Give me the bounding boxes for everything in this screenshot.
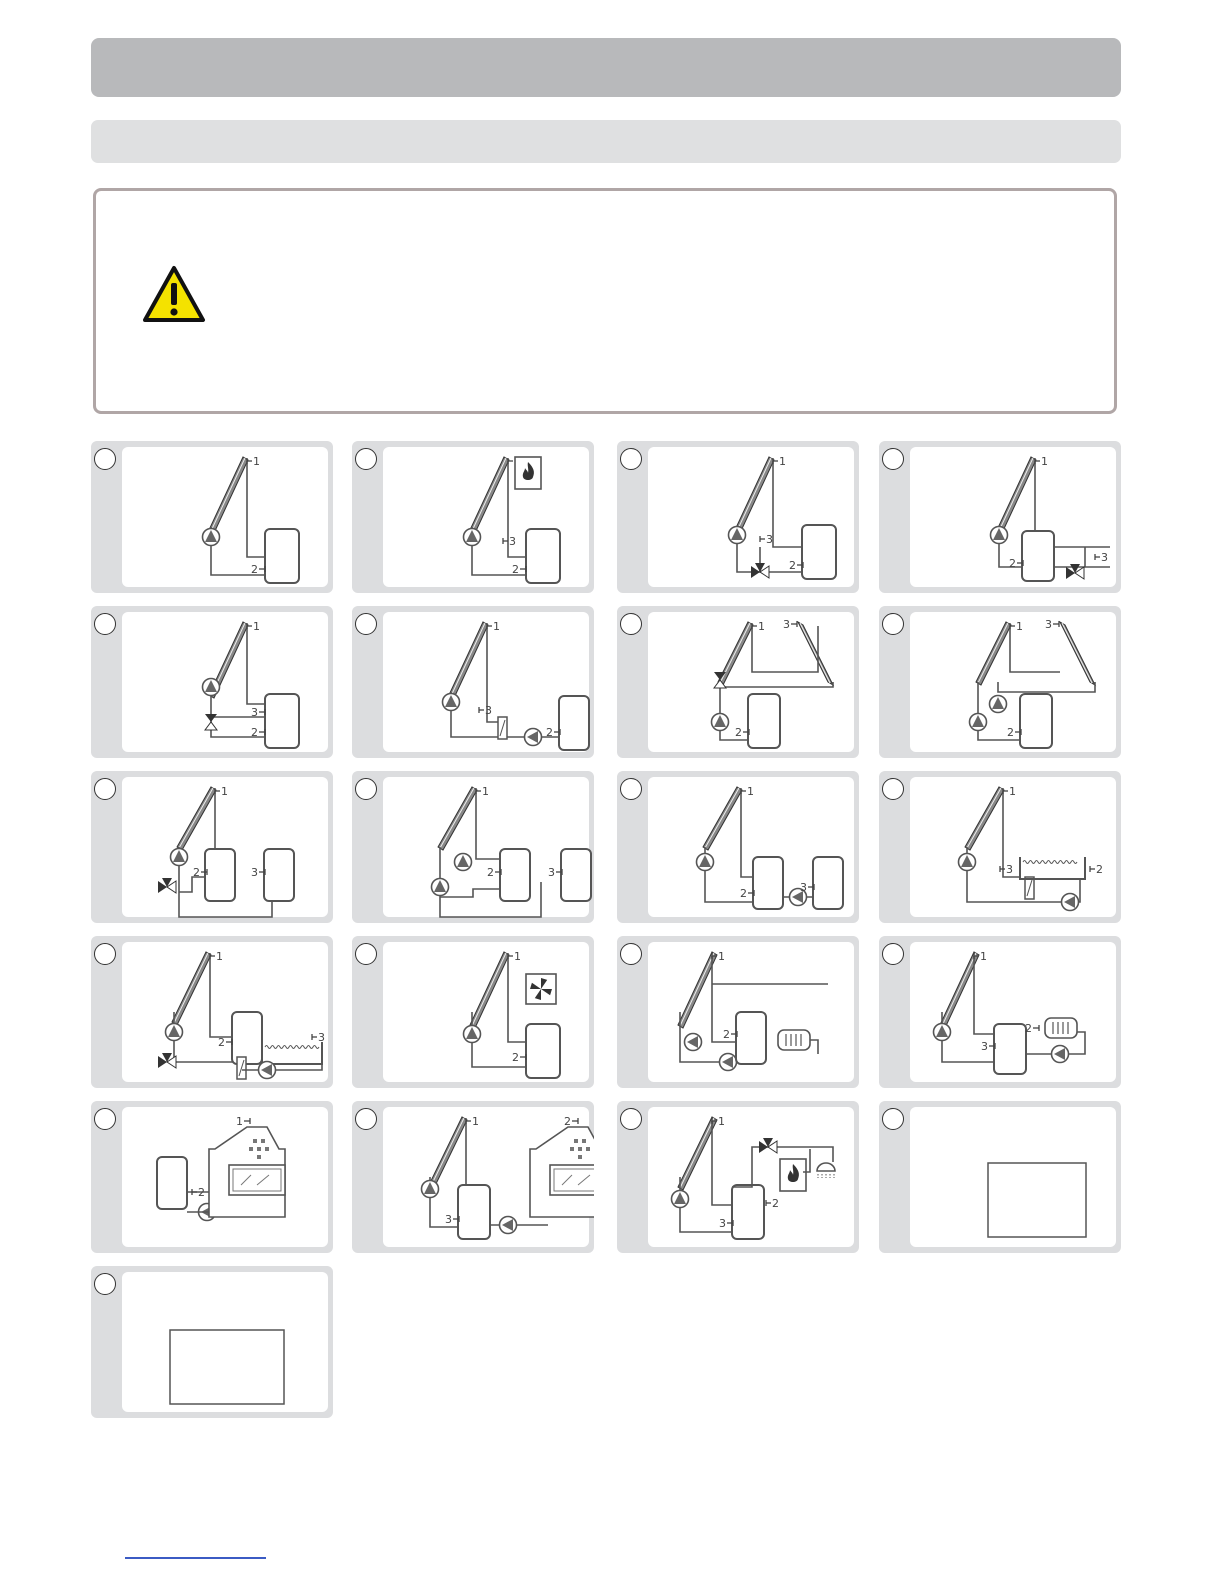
svg-text:2: 2 — [1096, 863, 1103, 876]
svg-text:3: 3 — [251, 866, 258, 879]
fireplace-icon — [209, 1127, 285, 1217]
solar-collector-icon — [470, 952, 509, 1028]
heat-exchanger-icon — [1025, 877, 1034, 899]
svg-text:1: 1 — [253, 455, 260, 468]
storage-tank-icon — [232, 1012, 262, 1064]
scheme-card[interactable] — [91, 606, 333, 758]
solar-collector-icon — [438, 787, 477, 850]
sensor-label — [1009, 557, 1023, 570]
pump-icon — [959, 854, 976, 871]
svg-text:2: 2 — [218, 1036, 225, 1049]
storage-tank-icon — [526, 1024, 560, 1078]
sensor-label — [741, 785, 754, 798]
subheader-bar — [91, 120, 1121, 163]
svg-text:3: 3 — [509, 535, 516, 548]
svg-text:3: 3 — [981, 1040, 988, 1053]
sensor-label — [1095, 551, 1108, 564]
sensor-label — [210, 950, 223, 963]
warning-triangle-icon — [142, 265, 206, 323]
empty-scheme-frame — [170, 1330, 284, 1404]
scheme-diagram — [91, 936, 333, 1088]
scheme-diagram — [352, 771, 594, 923]
sensor-label — [503, 535, 516, 548]
pump-icon — [991, 527, 1008, 544]
solar-collector-icon — [177, 787, 216, 850]
svg-text:1: 1 — [221, 785, 228, 798]
fan-icon — [526, 974, 556, 1004]
storage-tank-icon — [559, 696, 589, 750]
svg-text:2: 2 — [487, 866, 494, 879]
scheme-card[interactable] — [617, 441, 859, 593]
scheme-diagram — [879, 1101, 1121, 1253]
svg-text:1: 1 — [514, 950, 521, 963]
sensor-label — [548, 866, 562, 879]
solar-collector-icon — [940, 952, 979, 1028]
sensor-label — [312, 1031, 325, 1044]
pump-icon — [720, 1054, 737, 1071]
warning-box — [93, 188, 1117, 414]
scheme-diagram — [91, 1101, 333, 1253]
sensor-label — [735, 726, 749, 739]
scheme-diagram — [352, 606, 594, 758]
sensor-label — [1045, 618, 1059, 631]
pump-icon — [203, 529, 220, 546]
sensor-label — [445, 1213, 459, 1226]
storage-tank-icon — [813, 857, 843, 909]
scheme-card[interactable] — [91, 1101, 333, 1253]
svg-text:2: 2 — [198, 1186, 205, 1199]
scheme-card[interactable] — [879, 771, 1121, 923]
sensor-label — [487, 620, 500, 633]
svg-text:2: 2 — [1007, 726, 1014, 739]
scheme-diagram — [91, 441, 333, 593]
scheme-diagram — [617, 1101, 859, 1253]
sensor-label — [1025, 1022, 1039, 1035]
svg-text:3: 3 — [783, 618, 790, 631]
pump-icon — [432, 879, 449, 896]
scheme-diagram — [352, 441, 594, 593]
sensor-label — [740, 887, 754, 900]
storage-tank-icon — [748, 694, 780, 748]
svg-text:2: 2 — [193, 866, 200, 879]
scheme-diagram — [617, 771, 859, 923]
svg-text:2: 2 — [251, 563, 258, 576]
pump-icon — [685, 1034, 702, 1051]
sensor-label — [800, 881, 814, 894]
scheme-card[interactable] — [879, 1101, 1121, 1253]
sensor-label — [1007, 726, 1021, 739]
sensor-label — [1010, 620, 1023, 633]
storage-tank-icon — [802, 525, 836, 579]
solar-collector-icon — [1060, 622, 1095, 685]
scheme-card[interactable] — [352, 936, 594, 1088]
svg-text:3: 3 — [485, 704, 492, 717]
solar-collector-icon — [209, 457, 248, 533]
scheme-diagram — [617, 936, 859, 1088]
pool-icon — [1020, 857, 1085, 879]
storage-tank-icon — [458, 1185, 490, 1239]
heat-exchanger-icon — [237, 1057, 246, 1079]
svg-text:3: 3 — [445, 1213, 452, 1226]
sensor-label — [192, 1186, 205, 1199]
scheme-diagram — [617, 606, 859, 758]
svg-text:2: 2 — [723, 1028, 730, 1041]
svg-text:1: 1 — [482, 785, 489, 798]
svg-text:3: 3 — [251, 706, 258, 719]
scheme-diagram — [352, 1101, 594, 1253]
sensor-label — [466, 1115, 479, 1128]
sensor-label — [1003, 785, 1016, 798]
sensor-label — [773, 455, 786, 468]
svg-text:2: 2 — [789, 559, 796, 572]
pump-icon — [729, 527, 746, 544]
storage-tank-icon — [1020, 694, 1052, 748]
pump-icon — [500, 1217, 517, 1234]
scheme-diagram — [617, 441, 859, 593]
svg-text:2: 2 — [740, 887, 747, 900]
scheme-card[interactable] — [617, 606, 859, 758]
pump-icon — [672, 1191, 689, 1208]
pump-icon — [464, 1026, 481, 1043]
svg-text:1: 1 — [216, 950, 223, 963]
svg-text:1: 1 — [1041, 455, 1048, 468]
svg-text:2: 2 — [512, 1051, 519, 1064]
svg-text:2: 2 — [546, 726, 553, 739]
solar-collector-icon — [703, 787, 742, 850]
svg-text:3: 3 — [1101, 551, 1108, 564]
radiator-icon — [1045, 1018, 1077, 1038]
scheme-diagram — [352, 936, 594, 1088]
sensor-label — [251, 866, 265, 879]
storage-tank-icon — [526, 529, 560, 583]
svg-text:1: 1 — [493, 620, 500, 633]
sensor-label — [789, 559, 803, 572]
solar-collector-icon — [449, 622, 488, 698]
scheme-diagram — [91, 606, 333, 758]
sensor-label — [508, 950, 521, 963]
svg-text:1: 1 — [747, 785, 754, 798]
storage-tank-icon — [1022, 531, 1054, 581]
sensor-label — [1000, 863, 1013, 876]
sensor-label — [1090, 863, 1103, 876]
svg-text:1: 1 — [1009, 785, 1016, 798]
scheme-card[interactable] — [91, 936, 333, 1088]
solar-collector-icon — [470, 457, 509, 533]
solar-collector-icon — [798, 622, 833, 685]
header-bar — [91, 38, 1121, 97]
svg-text:3: 3 — [800, 881, 807, 894]
three-way-valve-icon — [751, 563, 769, 578]
svg-text:2: 2 — [772, 1197, 779, 1210]
scheme-card[interactable] — [91, 1266, 333, 1418]
footer-link-underline[interactable] — [125, 1557, 266, 1559]
sensor-label — [512, 1051, 526, 1064]
sensor-label — [766, 1197, 779, 1210]
pump-icon — [166, 1024, 183, 1041]
pump-icon — [203, 679, 220, 696]
scheme-diagram — [879, 606, 1121, 758]
scheme-card[interactable] — [91, 441, 333, 593]
pump-icon — [443, 694, 460, 711]
svg-text:3: 3 — [548, 866, 555, 879]
pump-icon — [970, 714, 987, 731]
svg-text:2: 2 — [1025, 1022, 1032, 1035]
sensor-label — [247, 620, 260, 633]
scheme-card[interactable] — [91, 771, 333, 923]
sensor-label — [564, 1115, 578, 1128]
storage-tank-icon — [500, 849, 530, 901]
solar-collector-icon — [678, 1117, 717, 1190]
sensor-label — [760, 533, 773, 546]
scheme-card[interactable] — [352, 606, 594, 758]
scheme-diagram — [879, 771, 1121, 923]
scheme-card[interactable] — [879, 441, 1121, 593]
boiler-flame-icon — [780, 1159, 806, 1191]
sensor-label — [215, 785, 228, 798]
sensor-label — [251, 563, 265, 576]
solar-collector-icon — [678, 952, 717, 1028]
storage-tank-icon — [264, 849, 294, 901]
pump-icon — [259, 1062, 276, 1079]
pump-icon — [934, 1024, 951, 1041]
fireplace-icon — [530, 1127, 594, 1217]
solar-collector-icon — [735, 457, 774, 533]
scheme-card[interactable] — [617, 1101, 859, 1253]
scheme-card[interactable] — [352, 771, 594, 923]
svg-text:3: 3 — [1045, 618, 1052, 631]
scheme-card[interactable] — [879, 606, 1121, 758]
pump-icon — [697, 854, 714, 871]
svg-text:1: 1 — [758, 620, 765, 633]
storage-tank-icon — [265, 694, 299, 748]
solar-collector-icon — [428, 1117, 467, 1190]
sensor-label — [783, 618, 797, 631]
storage-tank-icon — [157, 1157, 187, 1209]
svg-text:2: 2 — [1009, 557, 1016, 570]
sensor-label — [476, 785, 489, 798]
heat-exchanger-icon — [498, 717, 507, 739]
pump-icon — [525, 729, 542, 746]
storage-tank-icon — [205, 849, 235, 901]
svg-text:1: 1 — [236, 1115, 243, 1128]
radiator-icon — [778, 1030, 810, 1050]
solar-collector-icon — [997, 457, 1036, 533]
svg-text:3: 3 — [318, 1031, 325, 1044]
pump-icon — [455, 854, 472, 871]
sensor-label — [218, 1036, 232, 1049]
pool-icon — [262, 1042, 322, 1064]
sensor-label — [479, 704, 492, 717]
sensor-label — [752, 620, 765, 633]
storage-tank-icon — [265, 529, 299, 583]
storage-tank-icon — [561, 849, 591, 901]
scheme-diagram — [91, 771, 333, 923]
solar-collector-icon — [965, 787, 1004, 850]
sensor-label — [247, 455, 260, 468]
sensor-label — [487, 866, 501, 879]
storage-tank-icon — [994, 1024, 1026, 1074]
pump-icon — [171, 849, 188, 866]
scheme-diagram — [879, 936, 1121, 1088]
svg-text:2: 2 — [251, 726, 258, 739]
pump-icon — [1052, 1046, 1069, 1063]
svg-text:2: 2 — [564, 1115, 571, 1128]
scheme-card[interactable] — [352, 1101, 594, 1253]
pump-icon — [464, 529, 481, 546]
scheme-card[interactable] — [352, 441, 594, 593]
pump-icon — [1062, 894, 1079, 911]
svg-text:2: 2 — [512, 563, 519, 576]
svg-text:1: 1 — [980, 950, 987, 963]
storage-tank-icon — [753, 857, 783, 909]
svg-text:1: 1 — [779, 455, 786, 468]
solar-collector-icon — [172, 952, 211, 1025]
pump-icon — [422, 1181, 439, 1198]
sensor-label — [236, 1115, 250, 1128]
pump-icon — [990, 696, 1007, 713]
storage-tank-icon — [732, 1185, 764, 1239]
svg-text:1: 1 — [718, 950, 725, 963]
sensor-label — [1035, 455, 1048, 468]
sensor-label — [723, 1028, 737, 1041]
svg-text:3: 3 — [719, 1217, 726, 1230]
shower-icon — [817, 1163, 835, 1178]
three-way-valve-icon — [158, 878, 176, 893]
boiler-flame-icon — [515, 457, 541, 489]
svg-text:3: 3 — [1006, 863, 1013, 876]
sensor-label — [981, 1040, 995, 1053]
scheme-card[interactable] — [879, 936, 1121, 1088]
scheme-diagram — [879, 441, 1121, 593]
svg-text:1: 1 — [1016, 620, 1023, 633]
sensor-label — [719, 1217, 733, 1230]
sensor-label — [512, 563, 526, 576]
svg-text:1: 1 — [472, 1115, 479, 1128]
svg-text:3: 3 — [766, 533, 773, 546]
empty-scheme-frame — [988, 1163, 1086, 1237]
storage-tank-icon — [736, 1012, 766, 1064]
solar-collector-icon — [976, 622, 1011, 685]
scheme-diagram — [91, 1266, 333, 1418]
three-way-valve-icon — [759, 1138, 777, 1153]
svg-text:1: 1 — [253, 620, 260, 633]
scheme-card[interactable] — [617, 771, 859, 923]
scheme-card[interactable] — [617, 936, 859, 1088]
pump-icon — [712, 714, 729, 731]
svg-text:2: 2 — [735, 726, 742, 739]
svg-text:1: 1 — [718, 1115, 725, 1128]
